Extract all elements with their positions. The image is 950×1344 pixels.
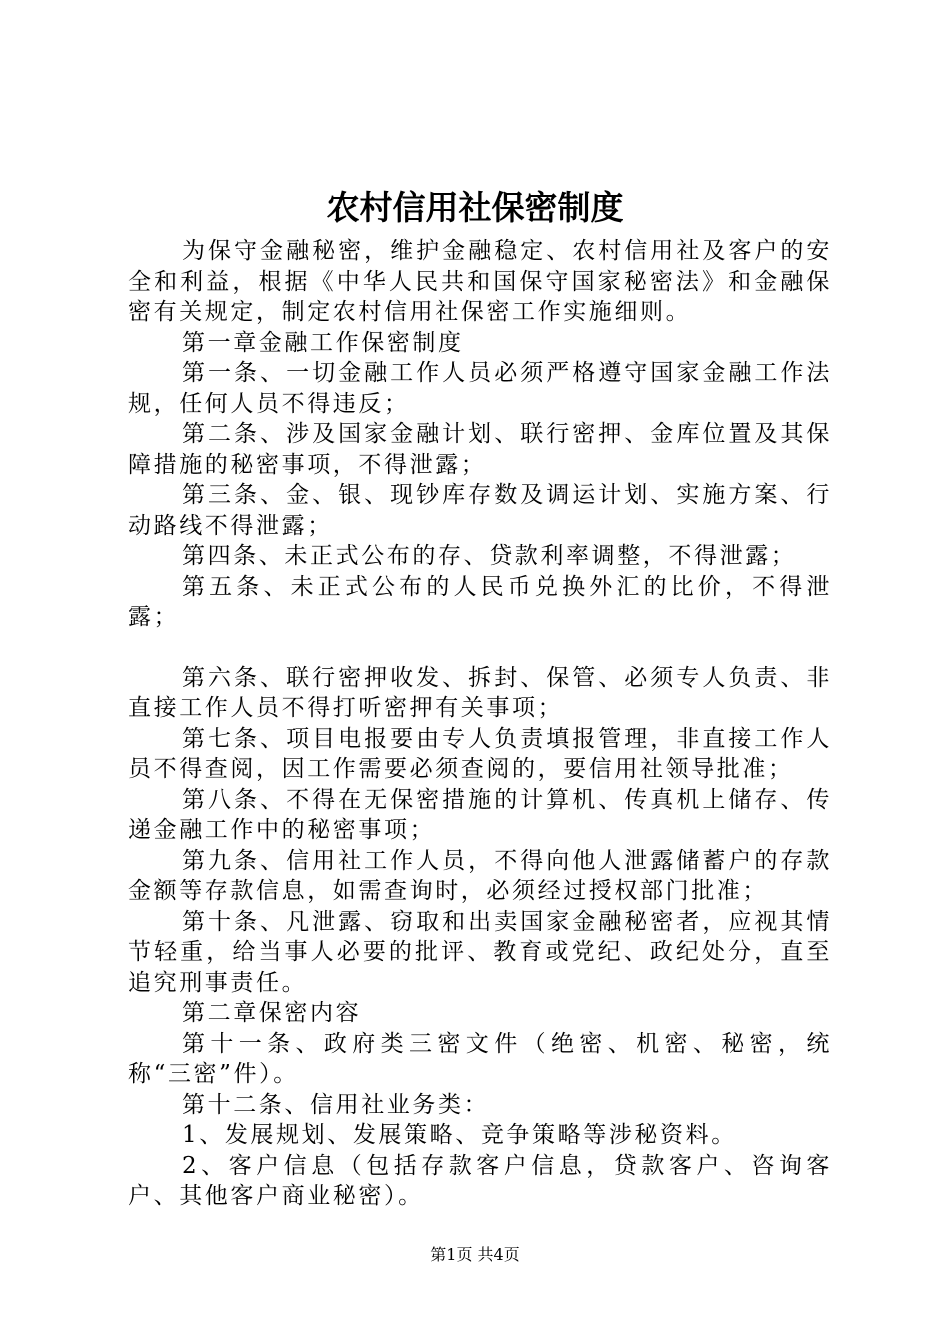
article-paragraph: 第十二条、信用社业务类： — [182, 1091, 490, 1118]
article-paragraph: 第二条、涉及国家金融计划、联行密押、金库位置及其保障措施的秘密事项，不得泄露； — [128, 421, 832, 478]
article-paragraph: 第五条、未正式公布的人民币兑换外汇的比价，不得泄露； — [128, 573, 832, 630]
document-body — [128, 236, 832, 1212]
article-paragraph: 第八条、不得在无保密措施的计算机、传真机上储存、传递金融工作中的秘密事项； — [128, 786, 832, 843]
article-paragraph: 第七条、项目电报要由专人负责填报管理，非直接工作人员不得查阅，因工作需要必须查阅的，要信用社领导批准； — [128, 725, 832, 782]
page-footer — [0, 1244, 950, 1266]
chapter-heading: 第一章金融工作保密制度 — [182, 329, 464, 356]
list-item: 1、发展规划、发展策略、竞争策略等涉秘资料。 — [182, 1122, 737, 1148]
article-paragraph: 第九条、信用社工作人员，不得向他人泄露储蓄户的存款金额等存款信息，如需查询时，必须经过授权部门批准； — [128, 847, 832, 904]
document-title: 农村信用社保密制度 — [326, 188, 624, 227]
article-paragraph: 第一条、一切金融工作人员必须严格遵守国家金融工作法规，任何人员不得违反； — [128, 360, 832, 417]
article-paragraph: 第六条、联行密押收发、拆封、保管、必须专人负责、非直接工作人员不得打听密押有关事项； — [128, 664, 832, 721]
article-paragraph: 第十一条、政府类三密文件（绝密、机密、秘密，统称“三密”件）。 — [128, 1030, 832, 1087]
article-paragraph: 第三条、金、银、现钞库存数及调运计划、实施方案、行动路线不得泄露； — [128, 482, 832, 539]
article-paragraph: 第四条、未正式公布的存、贷款利率调整，不得泄露； — [182, 543, 797, 569]
article-paragraph: 第十条、凡泄露、窃取和出卖国家金融秘密者，应视其情节轻重，给当事人必要的批评、教育或党纪、政纪处分，直至追究刑事责任。 — [128, 908, 832, 996]
intro-paragraph: 为保守金融秘密，维护金融稳定、农村信用社及客户的安全和利益，根据《中华人民共和国保守国家秘密法》和金融保密有关规定，制定农村信用社保密工作实施细则。 — [128, 238, 832, 325]
page-number-label: 第1页 共4页 — [430, 1245, 520, 1264]
list-item: 2、客户信息（包括存款客户信息，贷款客户、咨询客户、其他客户商业秘密）。 — [128, 1152, 832, 1209]
chapter-heading: 第二章保密内容 — [182, 1000, 362, 1026]
